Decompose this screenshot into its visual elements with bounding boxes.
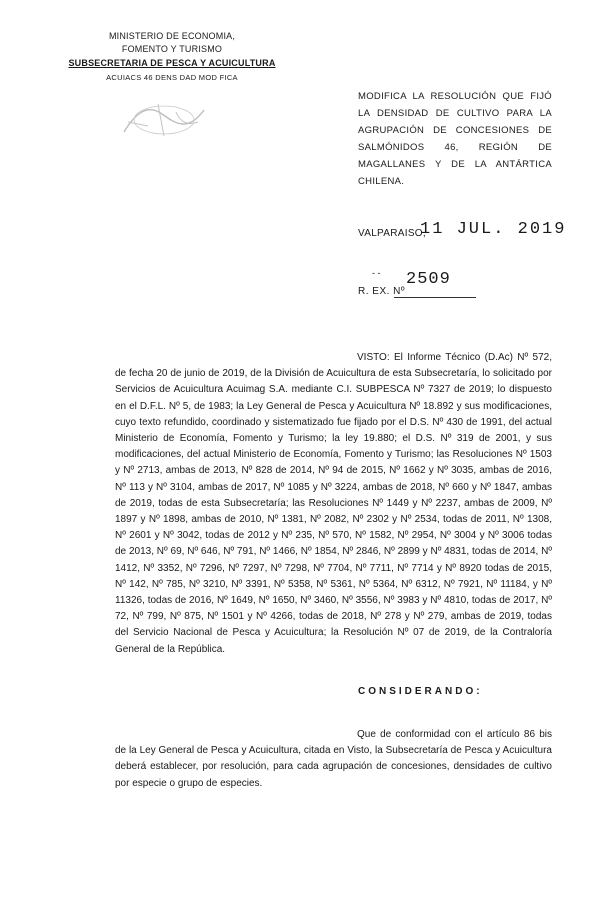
considerando-heading: CONSIDERANDO: bbox=[358, 686, 483, 697]
place-label: VALPARAISO, bbox=[358, 228, 426, 239]
ministry-name: MINISTERIO DE ECONOMIA, bbox=[108, 31, 236, 41]
resolution-mark: - - bbox=[372, 268, 381, 278]
visto-paragraph: VISTO: El Informe Técnico (D.Ac) Nº 572, de fecha 20 de junio de 2019, de la División de Acuicultura de esta Subsecretaría, lo solicitado por Servicios de Acuicultura Acuimag S.A. mediante C.I. SUBPESCA Nº 7327 de 2019; lo dispuesto en el D.F.L. Nº 5, de 1983; la Ley General de Pesca y Acuicultura Nº 18.892 y sus modificaciones, cuyo texto refundido, coordinado y sistematizado fue fijado por el D.S. Nº 430 de 1991, del actual Ministerio de Economía, Fomento y Turismo; la ley 19.880; el D.S. Nº 319 de 2001, y sus modificaciones, del actual Ministerio de Economía, Fomento y Turismo; las Resoluciones Nº 1503 y Nº 2713, ambas de 2013, Nº 828 de 2014, Nº 94 de 2015, Nº 1662 y Nº 3035, ambas de 2016, Nº 113 y Nº 3104, ambas de 2017, Nº 1085 y Nº 3224, ambas de 2018, Nº 660 y Nº 1847, ambas de 2019, todas de esta Subsecretaría; las Resoluciones Nº 1449 y Nº 2237, ambas de 2009, Nº 1897 y Nº 1898, ambas de 2010, Nº 1381, Nº 2082, Nº 2302 y Nº 2534, todas de 2011, Nº 1308, Nº 2601 y Nº 3042, todas de 2012 y Nº 235, Nº 570, Nº 1582, Nº 2954, Nº 3004 y Nº 3006 todas de 2013, Nº 69, Nº 646, Nº 791, Nº 1466, Nº 1854, Nº 2846, Nº 2899 y Nº 4831, todas de 2014, Nº 1412, Nº 3352, Nº 7296, Nº 7297, Nº 7298, Nº 7704, Nº 7711, Nº 7714 y Nº 8920 todas de 2015, Nº 142, Nº 785, Nº 3210, Nº 3391, Nº 5358, Nº 5361, Nº 5364, Nº 6312, Nº 7921, Nº 11184, y Nº 11326, todas de 2016, Nº 1649, Nº 1650, Nº 3460, Nº 3556, Nº 3983 y Nº 4810, todas de 2017, Nº 72, Nº 799, Nº 875, Nº 1501 y Nº 4266, todas de 2018, Nº 278 y Nº 279, ambas de 2019, todas del Servicio Nacional de Pesca y Acuicultura; la Resolución Nº 07 de 2019, de la Contraloría General de la República. bbox=[115, 352, 552, 655]
considerando-paragraph-1: Que de conformidad con el artículo 86 bis de la Ley General de Pesca y Acuicultura, citada en Visto, la Subsecretaría de Pesca y Acuicultura deberá establecer, por resolución, para cada agrupación de concesiones, densidades de cultivo por especie o grupo de especies. bbox=[115, 729, 552, 789]
resolution-label: R. EX. Nº bbox=[358, 286, 406, 297]
resolution-underline bbox=[394, 297, 476, 298]
subsecretaria-name: SUBSECRETARIA DE PESCA Y ACUICULTURA bbox=[68, 58, 276, 68]
resolution-subject: MODIFICA LA RESOLUCIÓN QUE FIJÓ LA DENSIDAD DE CULTIVO PARA LA AGRUPACIÓN DE CONCESIONES DE SALMÓNIDOS 46, REGIÓN DE MAGALLANES Y DE LA ANTÁRTICA CHILENA. bbox=[358, 91, 552, 187]
resolution-date: 11 JUL. 2019 bbox=[420, 220, 567, 239]
stamp-mark bbox=[118, 92, 210, 146]
ministry-subname: FOMENTO Y TURISMO bbox=[121, 44, 223, 54]
file-reference: ACUIACS 46 DENS DAD MOD FICA bbox=[106, 73, 238, 82]
resolution-number: 2509 bbox=[406, 270, 451, 289]
